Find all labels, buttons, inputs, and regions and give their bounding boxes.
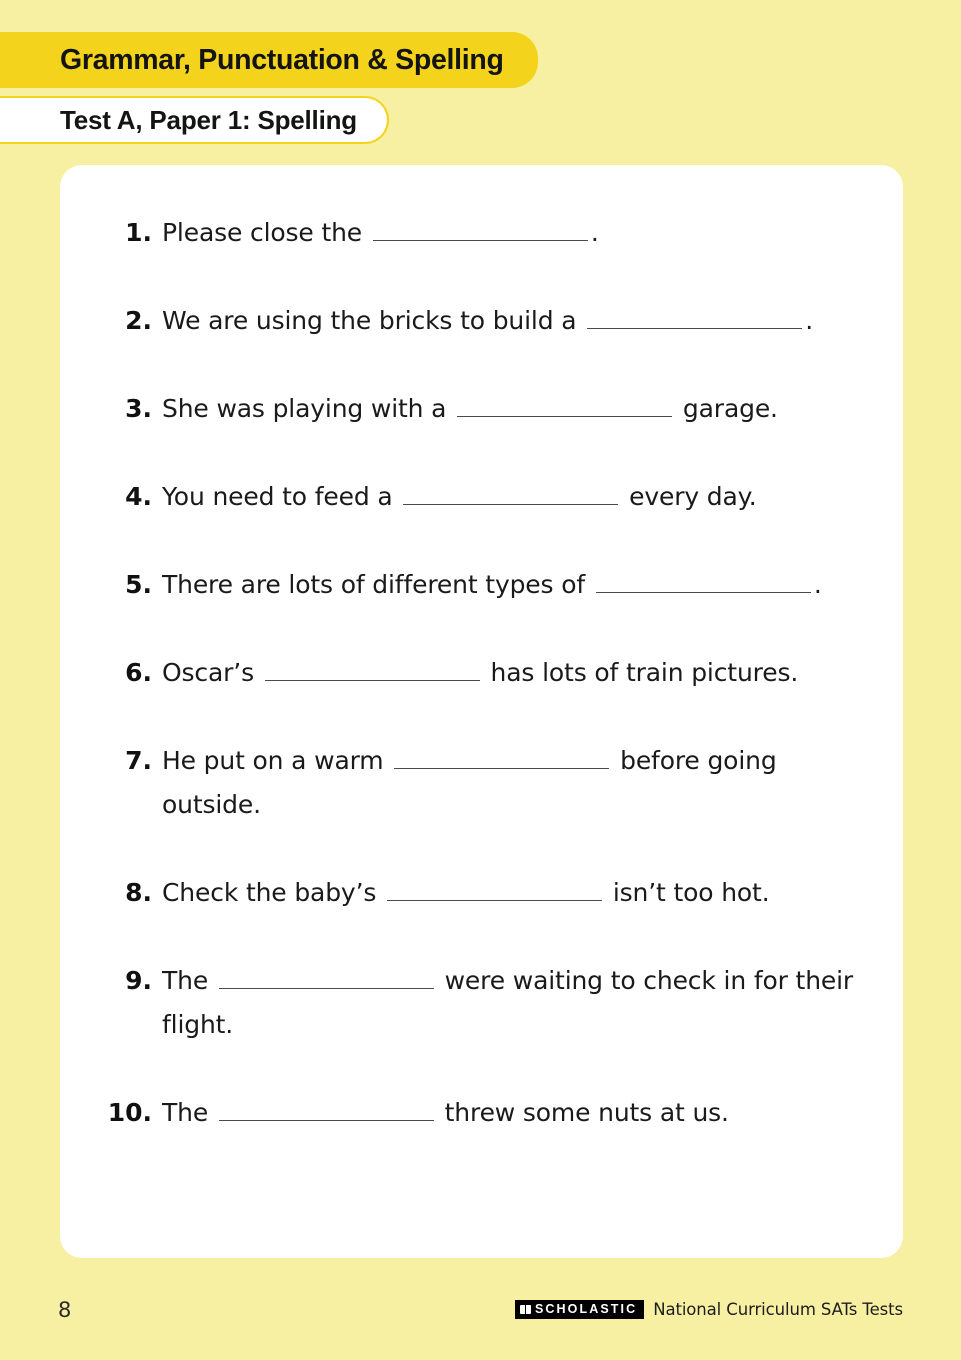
answer-blank[interactable] bbox=[596, 571, 811, 594]
question-item bbox=[100, 1091, 863, 1135]
question-text-segment: She was playing with a bbox=[162, 394, 455, 423]
question-text-segment: isn’t too hot. bbox=[605, 878, 770, 907]
question-number: 4. bbox=[125, 482, 152, 511]
question-number: 5. bbox=[125, 570, 152, 599]
question-item bbox=[100, 959, 863, 1047]
question-text-segment: garage. bbox=[675, 394, 778, 423]
question-text-segment: has lots of train pictures. bbox=[482, 658, 799, 687]
question-item bbox=[100, 211, 863, 255]
question-text-segment: He put on a warm bbox=[162, 746, 392, 775]
answer-blank[interactable] bbox=[457, 395, 672, 418]
question-text bbox=[162, 651, 863, 695]
question-text-segment: every day. bbox=[621, 482, 757, 511]
question-text-segment: We are using the bricks to build a bbox=[162, 306, 585, 335]
answer-blank[interactable] bbox=[587, 307, 802, 330]
test-banner bbox=[0, 96, 389, 144]
question-text bbox=[162, 475, 863, 519]
question-text-segment: You need to feed a bbox=[162, 482, 401, 511]
subject-banner bbox=[0, 32, 538, 88]
question-number: 6. bbox=[125, 658, 152, 687]
test-banner-label: Test A, Paper 1: Spelling bbox=[60, 104, 357, 135]
page-header bbox=[0, 0, 961, 150]
brand-tagline: National Curriculum SATs Tests bbox=[653, 1300, 903, 1319]
question-item bbox=[100, 871, 863, 915]
page-number: 8 bbox=[58, 1298, 72, 1322]
question-text-segment: Oscar’s bbox=[162, 658, 262, 687]
brand-lockup bbox=[515, 1300, 903, 1319]
question-number: 1. bbox=[125, 218, 152, 247]
question-list bbox=[100, 211, 863, 1135]
answer-blank[interactable] bbox=[403, 483, 618, 506]
page-footer bbox=[0, 1290, 961, 1350]
question-item bbox=[100, 299, 863, 343]
question-number: 9. bbox=[125, 966, 152, 995]
question-text bbox=[162, 299, 863, 343]
question-number: 2. bbox=[125, 306, 152, 335]
question-item bbox=[100, 651, 863, 695]
scholastic-logo-text: SCHOLASTIC bbox=[534, 1302, 638, 1317]
question-text bbox=[162, 871, 863, 915]
question-text bbox=[162, 387, 863, 431]
question-number: 7. bbox=[125, 746, 152, 775]
question-text bbox=[162, 959, 863, 1047]
question-text-segment: Please close the bbox=[162, 218, 370, 247]
scholastic-logo bbox=[515, 1300, 644, 1319]
question-text-segment: threw some nuts at us. bbox=[436, 1098, 729, 1127]
subject-banner-label: Grammar, Punctuation & Spelling bbox=[60, 43, 504, 76]
open-book-icon bbox=[520, 1305, 531, 1314]
question-text-segment: . bbox=[813, 570, 822, 599]
question-text-segment: were waiting to check in for their flight. bbox=[162, 966, 861, 1039]
question-text-segment: Check the baby’s bbox=[162, 878, 385, 907]
question-text bbox=[162, 211, 863, 255]
question-text-segment: . bbox=[590, 218, 599, 247]
question-text-segment: . bbox=[805, 306, 813, 335]
question-text bbox=[162, 1091, 863, 1135]
answer-blank[interactable] bbox=[219, 967, 434, 990]
question-number: 8. bbox=[125, 878, 152, 907]
answer-blank[interactable] bbox=[387, 879, 602, 902]
question-text bbox=[162, 563, 863, 607]
question-number: 10. bbox=[107, 1098, 152, 1127]
answer-blank[interactable] bbox=[219, 1099, 434, 1122]
question-text bbox=[162, 739, 863, 827]
question-item bbox=[100, 563, 863, 607]
question-item bbox=[100, 475, 863, 519]
question-item bbox=[100, 387, 863, 431]
question-item bbox=[100, 739, 863, 827]
question-text-segment: The bbox=[162, 1098, 216, 1127]
answer-blank[interactable] bbox=[373, 219, 588, 242]
answer-blank[interactable] bbox=[265, 659, 480, 682]
question-text-segment: before going outside. bbox=[162, 746, 785, 819]
question-text-segment: There are lots of different types of bbox=[162, 570, 593, 599]
question-text-segment: The bbox=[162, 966, 216, 995]
question-card bbox=[60, 165, 903, 1258]
question-number: 3. bbox=[125, 394, 152, 423]
answer-blank[interactable] bbox=[394, 747, 609, 770]
